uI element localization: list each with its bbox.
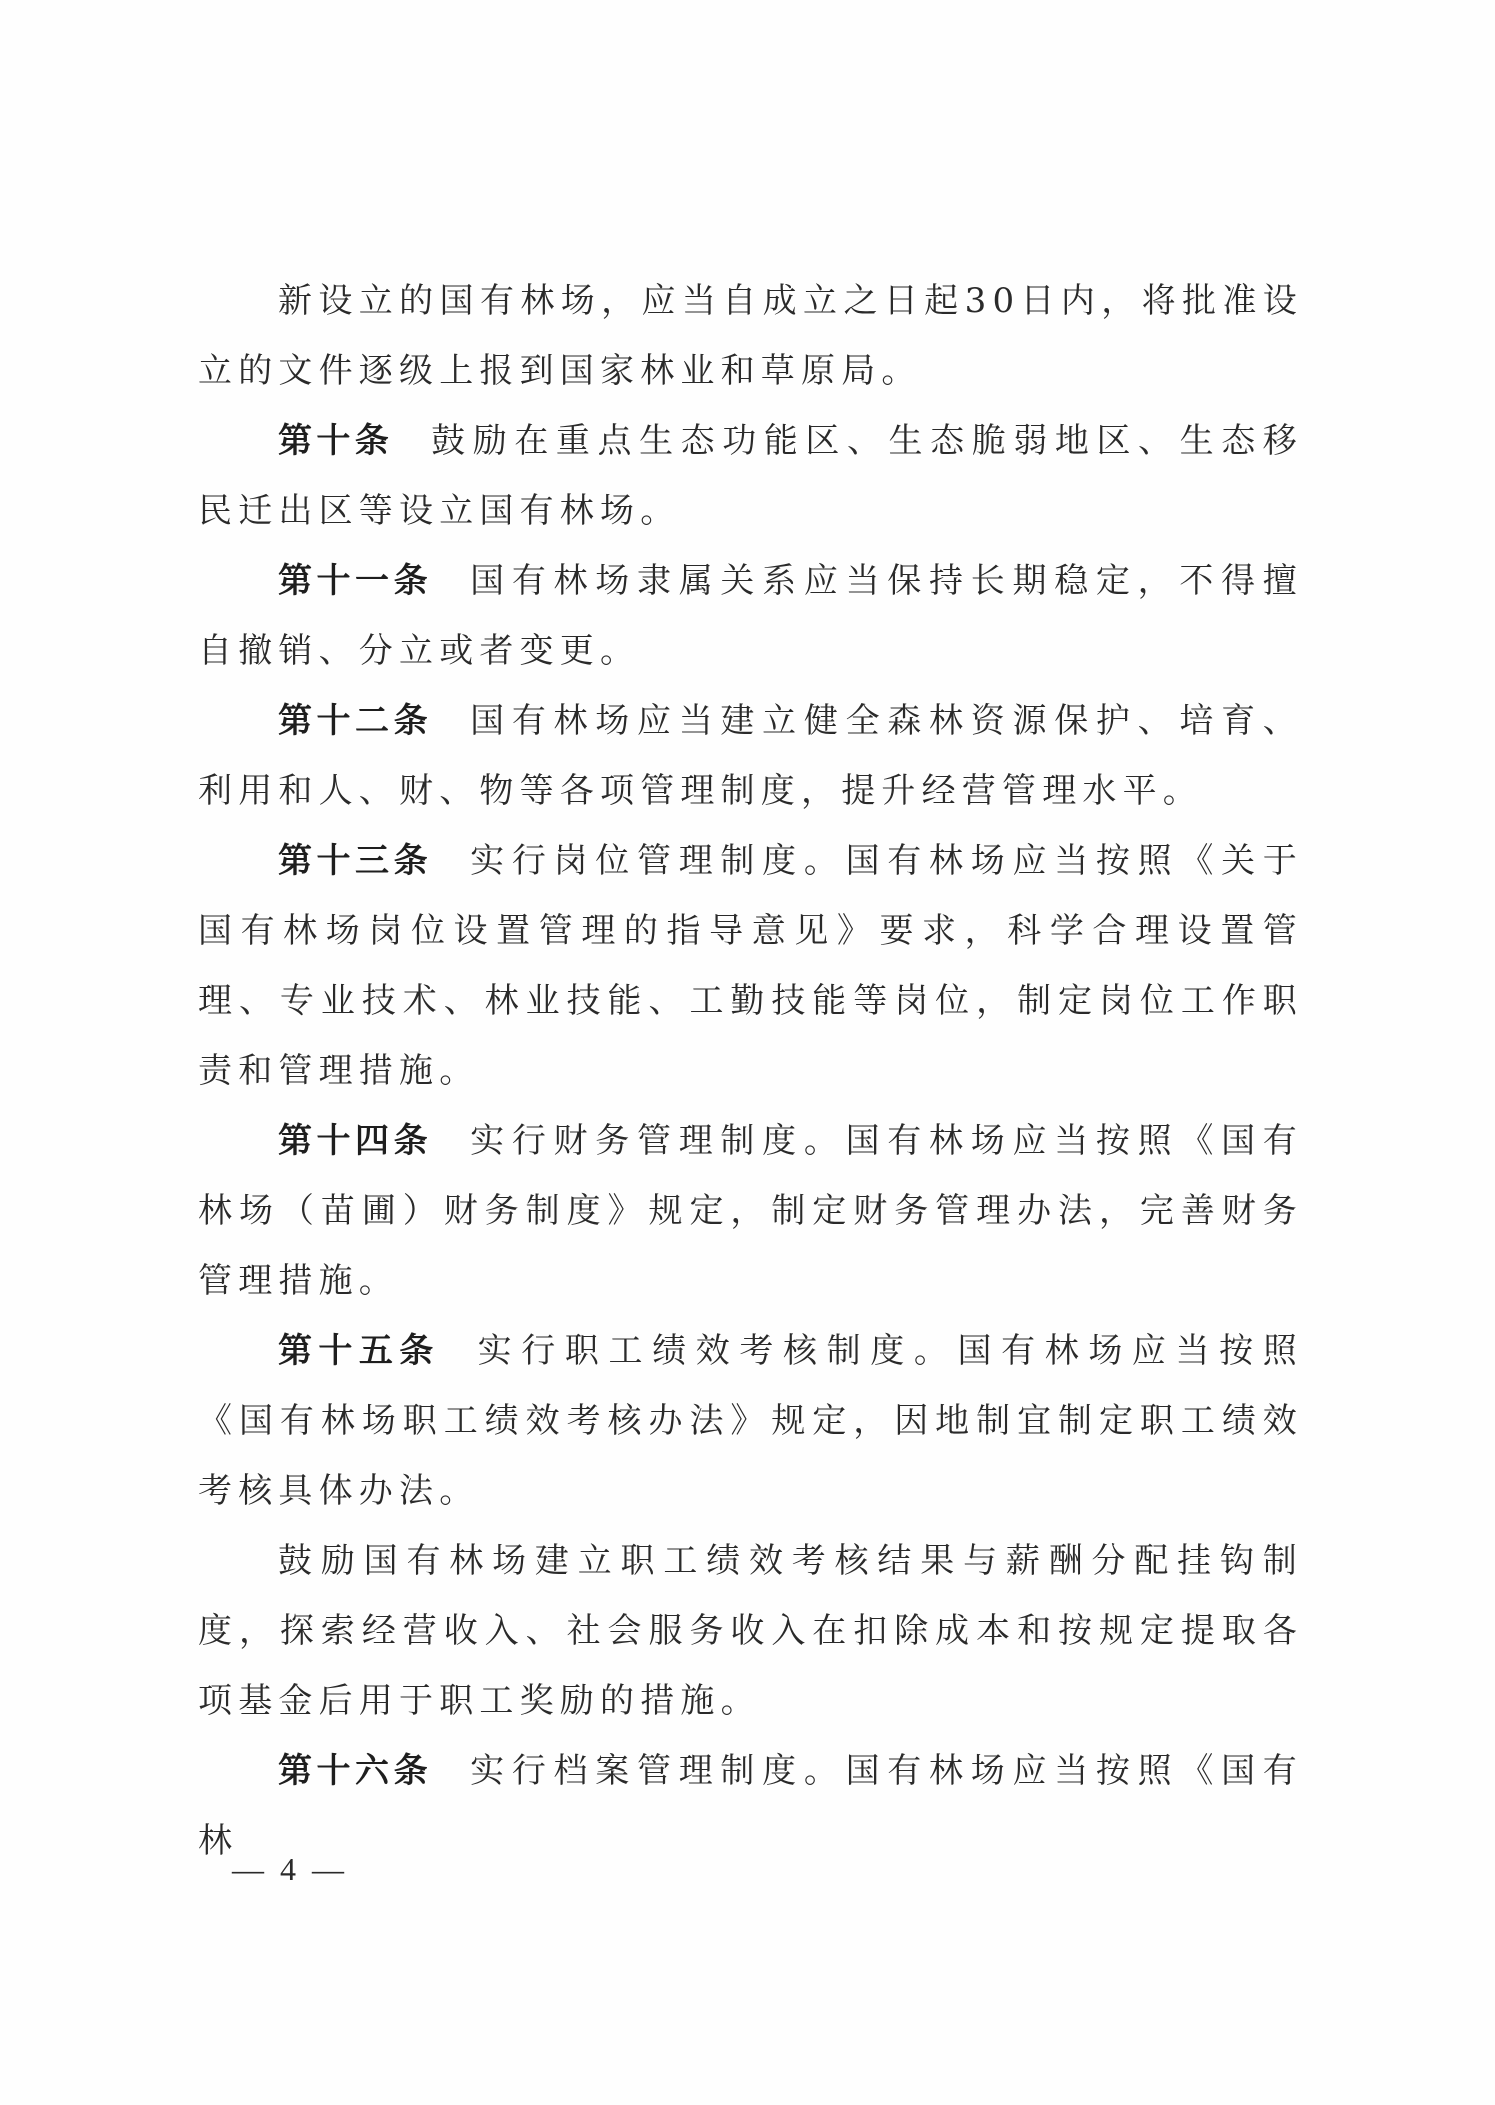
article-text: 实行岗位管理制度。国有林场应当按照《关于国有林场岗位设置管理的指导意见》要求，科学合理设置管理、专业技术、林业技能、工勤技能等岗位，制定岗位工作职责和管理措施。 <box>198 841 1304 1091</box>
article-heading: 第十一条 <box>278 561 433 601</box>
article-heading: 第十二条 <box>278 701 433 741</box>
article-14 <box>198 1106 1303 1316</box>
article-heading: 第十五条 <box>278 1331 440 1371</box>
article-10 <box>198 406 1303 546</box>
article-text: 鼓励在重点生态功能区、生态脆弱地区、生态移民迁出区等设立国有林场。 <box>198 421 1304 531</box>
page-number: — 4 — <box>232 1851 348 1887</box>
article-13 <box>198 826 1303 1106</box>
article-text: 国有林场隶属关系应当保持长期稳定，不得擅自撤销、分立或者变更。 <box>198 561 1304 671</box>
article-text: 实行财务管理制度。国有林场应当按照《国有林场（苗圃）财务制度》规定，制定财务管理办法，完善财务管理措施。 <box>198 1121 1304 1301</box>
article-12 <box>198 686 1303 826</box>
paragraph <box>198 266 1303 406</box>
document-body <box>198 266 1303 1876</box>
paragraph-text: 鼓励国有林场建立职工绩效考核结果与薪酬分配挂钩制度，探索经营收入、社会服务收入在扣除成本和按规定提取各项基金后用于职工奖励的措施。 <box>198 1541 1303 1721</box>
article-heading: 第十条 <box>278 421 394 461</box>
article-heading: 第十四条 <box>278 1121 433 1161</box>
article-heading: 第十六条 <box>278 1751 433 1791</box>
paragraph <box>198 1526 1303 1736</box>
article-11 <box>198 546 1303 686</box>
article-16 <box>198 1736 1303 1876</box>
article-text: 实行档案管理制度。国有林场应当按照《国有林 <box>198 1751 1304 1861</box>
article-heading: 第十三条 <box>278 841 433 881</box>
article-text: 国有林场应当建立健全森林资源保护、培育、利用和人、财、物等各项管理制度，提升经营管理水平。 <box>198 701 1304 811</box>
article-text: 实行职工绩效考核制度。国有林场应当按照《国有林场职工绩效考核办法》规定，因地制宜制定职工绩效考核具体办法。 <box>198 1331 1303 1511</box>
paragraph-text: 新设立的国有林场，应当自成立之日起30日内，将批准设立的文件逐级上报到国家林业和草原局。 <box>198 281 1303 391</box>
article-15 <box>198 1316 1303 1526</box>
